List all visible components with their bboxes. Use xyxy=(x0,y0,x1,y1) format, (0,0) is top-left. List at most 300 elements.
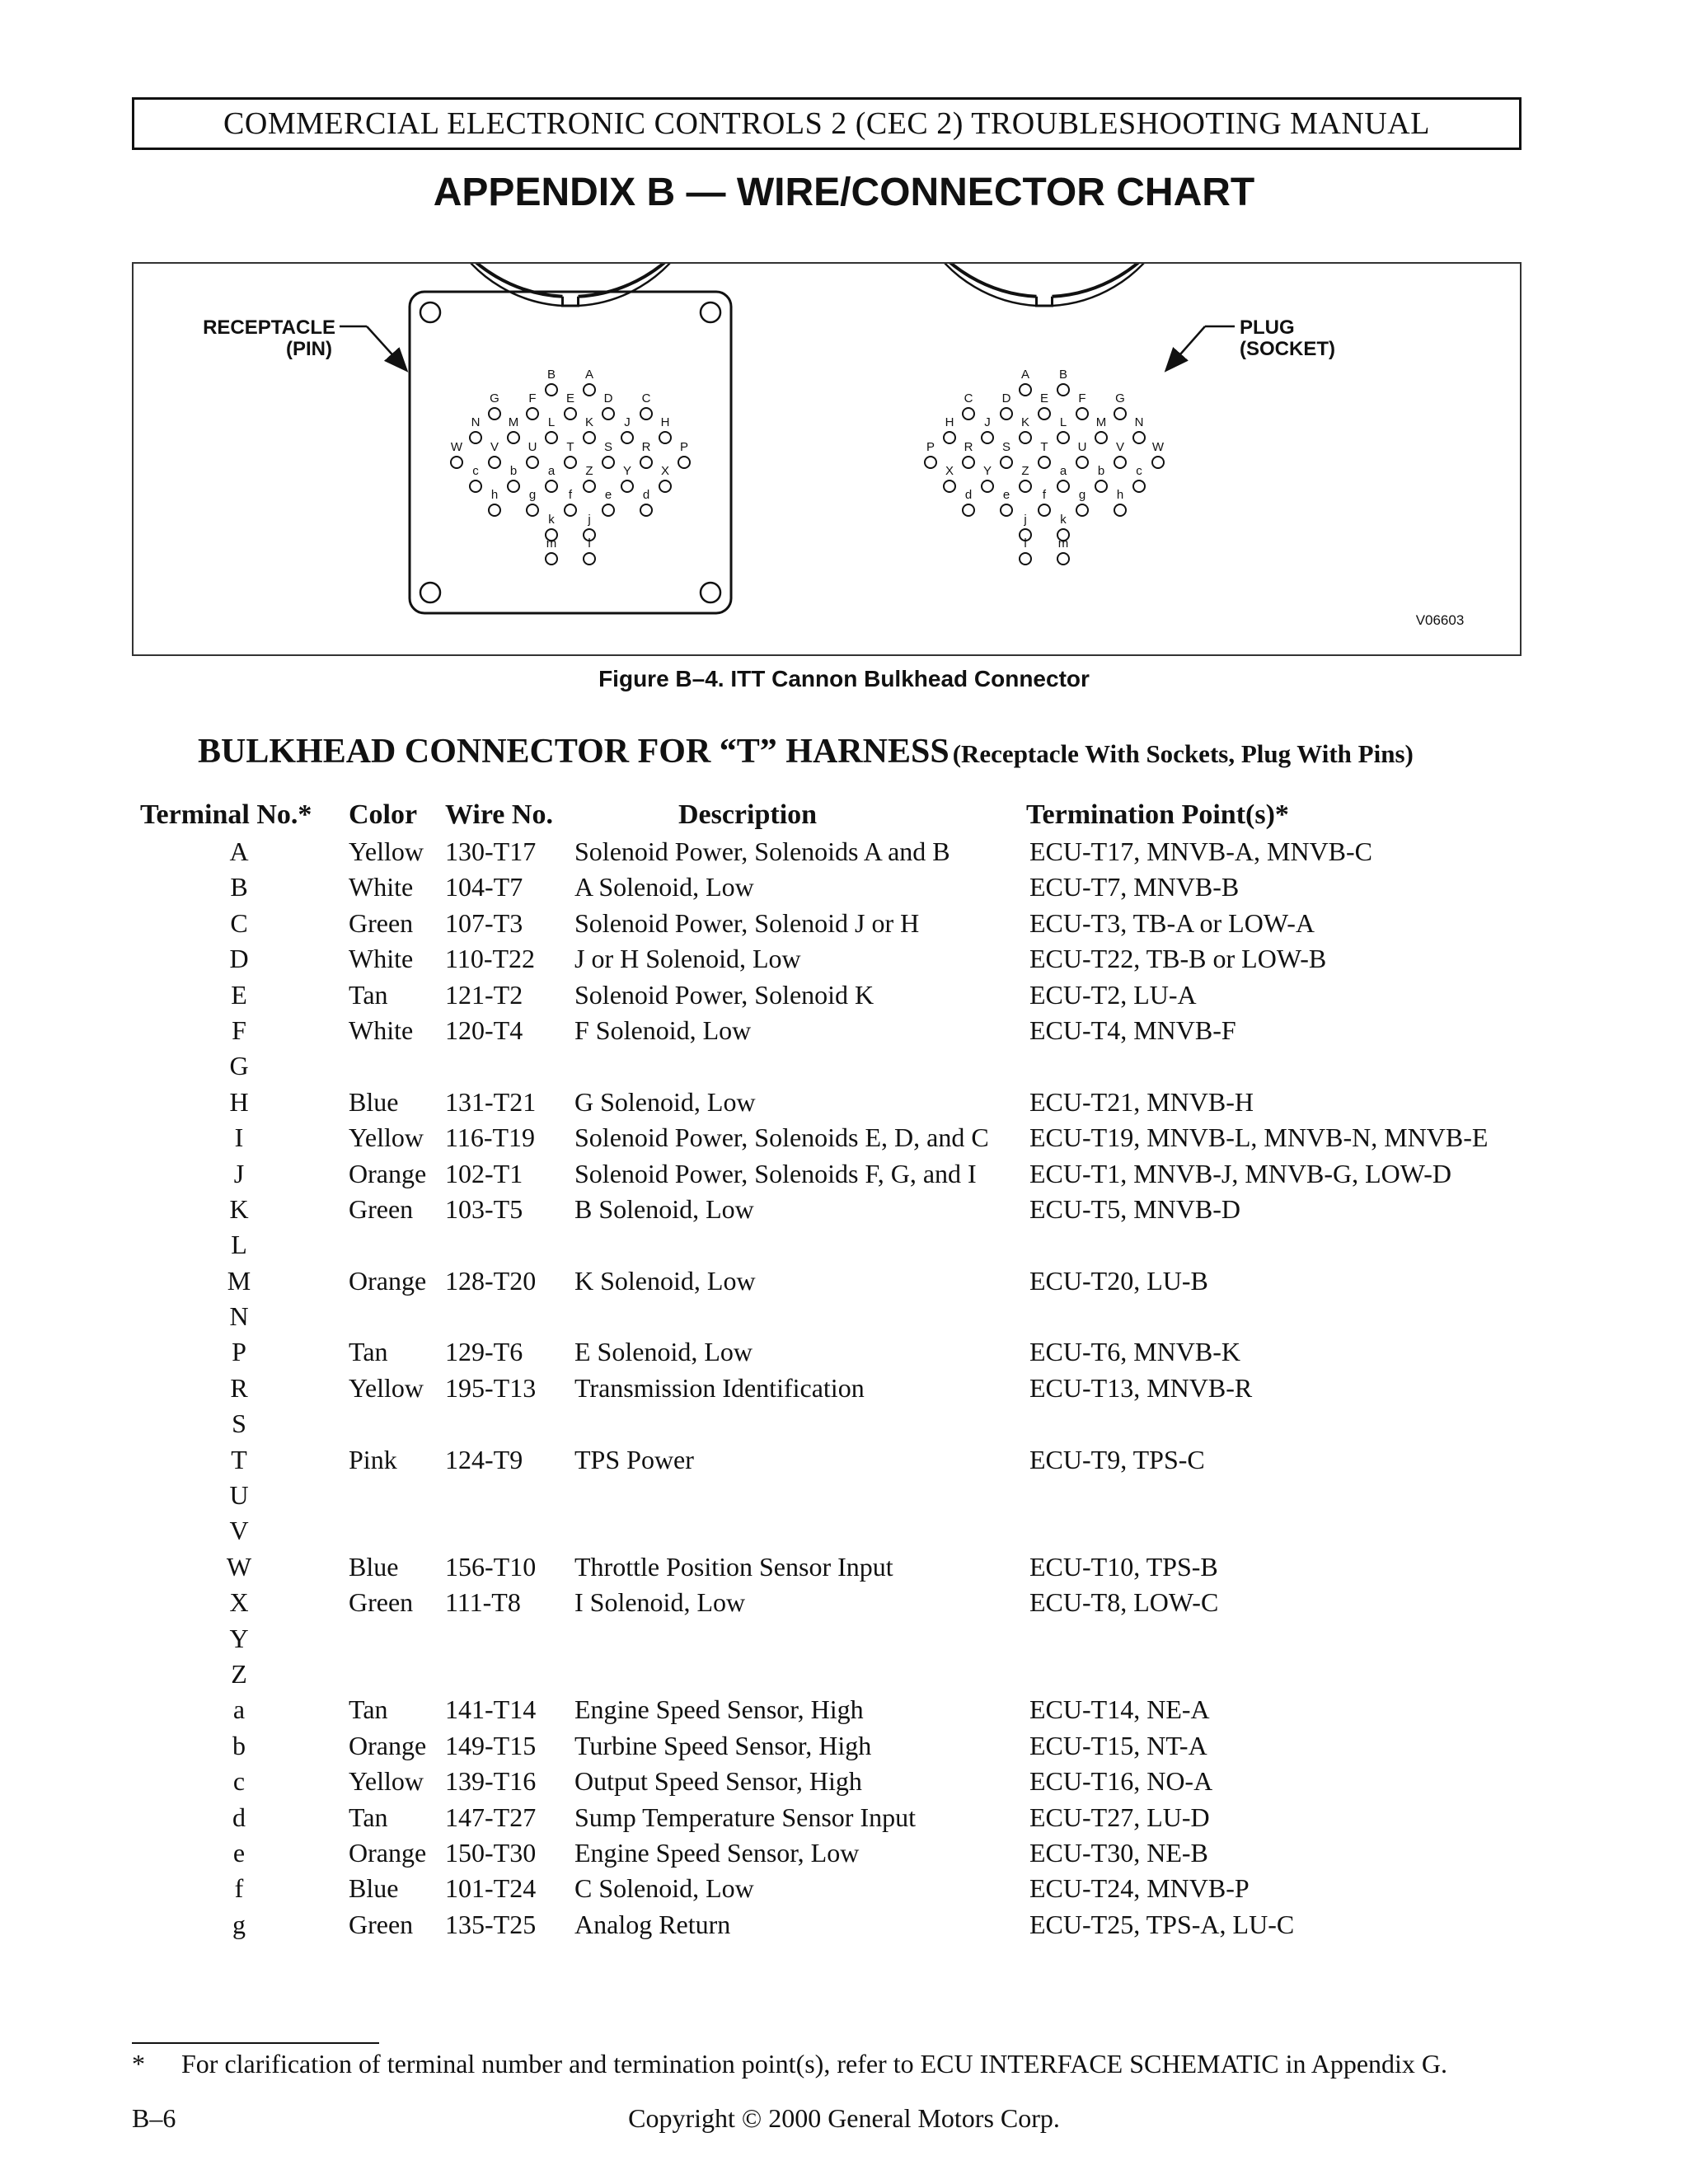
pin-label: V xyxy=(1115,440,1125,454)
cell-wire: 110-T22 xyxy=(445,944,536,974)
pin-label: g xyxy=(1078,488,1086,502)
pin-label: Y xyxy=(982,464,992,478)
pin-contact xyxy=(1095,480,1107,492)
pin-label: B xyxy=(546,368,556,382)
pin-contact xyxy=(944,480,955,492)
cell-description: K Solenoid, Low xyxy=(574,1265,756,1296)
header-description: Description xyxy=(678,799,818,830)
pin-label: j xyxy=(1024,513,1027,527)
cell-color: Blue xyxy=(349,1873,399,1904)
cell-wire: 131-T21 xyxy=(445,1086,537,1117)
copyright: Copyright © 2000 General Motors Corp. xyxy=(628,2103,1060,2133)
pin-contact xyxy=(944,432,955,443)
cell-description: Engine Speed Sensor, High xyxy=(574,1694,864,1725)
cell-terminal: Z xyxy=(231,1658,247,1689)
cell-termination: ECU-T22, TB-B or LOW-B xyxy=(1029,944,1327,974)
cell-description: A Solenoid, Low xyxy=(574,872,754,902)
pin-contact xyxy=(603,408,614,419)
cell-terminal: E xyxy=(231,979,247,1010)
cell-color: Tan xyxy=(349,1694,388,1725)
pin-label: m xyxy=(1057,537,1069,551)
table-row xyxy=(140,1871,1574,1906)
mounting-hole xyxy=(701,302,720,322)
pin-label: a xyxy=(1059,464,1067,478)
header-termination: Termination Point(s)* xyxy=(1026,799,1289,830)
pin-contact xyxy=(678,457,690,468)
plug-arrow xyxy=(1167,326,1205,369)
table-row xyxy=(140,1048,1574,1084)
cell-termination: ECU-T30, NE-B xyxy=(1029,1837,1208,1868)
cell-color: Yellow xyxy=(349,1122,424,1153)
cell-termination: ECU-T9, TPS-C xyxy=(1029,1444,1205,1474)
pin-label: R xyxy=(641,440,651,454)
table-row xyxy=(140,1406,1574,1441)
cell-description: F Solenoid, Low xyxy=(574,1015,752,1045)
pin-contact xyxy=(659,480,671,492)
pin-contact xyxy=(470,432,481,443)
pin-label: M xyxy=(508,415,519,429)
pin-label: H xyxy=(945,415,954,429)
footnote-rule xyxy=(132,2042,379,2044)
plug-sublabel: (SOCKET) xyxy=(1240,338,1335,360)
cell-color: White xyxy=(349,872,414,902)
cell-termination: ECU-T27, LU-D xyxy=(1029,1802,1210,1832)
table-row xyxy=(140,1692,1574,1727)
table-row xyxy=(140,869,1574,905)
cell-description: Solenoid Power, Solenoid K xyxy=(574,979,874,1010)
pin-contact xyxy=(1114,504,1126,516)
cell-wire: 121-T2 xyxy=(445,979,523,1010)
cell-termination: ECU-T19, MNVB-L, MNVB-N, MNVB-E xyxy=(1029,1122,1489,1153)
pin-contact xyxy=(621,480,633,492)
cell-terminal: X xyxy=(229,1587,249,1618)
cell-description: Analog Return xyxy=(574,1909,731,1939)
plug-shell xyxy=(898,264,1191,297)
table-row xyxy=(140,1013,1574,1048)
pin-label: L xyxy=(547,415,556,429)
cell-description: J or H Solenoid, Low xyxy=(574,944,801,974)
cell-termination: ECU-T10, TPS-B xyxy=(1029,1551,1218,1582)
cell-terminal: Y xyxy=(229,1623,249,1653)
pin-contact xyxy=(963,504,974,516)
table-row xyxy=(140,1371,1574,1406)
pin-contact xyxy=(603,457,614,468)
cell-terminal: I xyxy=(234,1122,244,1153)
manual-title: COMMERCIAL ELECTRONIC CONTROLS 2 (CEC 2) TROUBLESHOOTING MANUAL xyxy=(223,106,1430,141)
cell-color: Green xyxy=(349,907,414,938)
cell-color: Orange xyxy=(349,1158,427,1188)
table-row xyxy=(140,1549,1574,1585)
cell-terminal: J xyxy=(233,1158,245,1188)
pin-contact xyxy=(1057,384,1069,396)
pin-label: f xyxy=(1042,488,1047,502)
connector-diagram xyxy=(134,264,1523,658)
table-row xyxy=(140,1585,1574,1620)
pin-contact xyxy=(1039,408,1050,419)
cell-color: Tan xyxy=(349,1802,388,1832)
cell-terminal: K xyxy=(229,1193,249,1224)
plug-key xyxy=(1037,297,1053,306)
cell-color: Yellow xyxy=(349,837,424,866)
pin-label: X xyxy=(945,464,954,478)
pin-label: T xyxy=(566,440,574,454)
pin-label: A xyxy=(1020,368,1030,382)
connector-figure xyxy=(132,262,1522,656)
pin-contact xyxy=(451,457,462,468)
pin-contact xyxy=(1133,480,1145,492)
cell-wire: 135-T25 xyxy=(445,1909,537,1939)
pin-contact xyxy=(982,432,993,443)
table-row xyxy=(140,977,1574,1013)
pin-contact xyxy=(640,504,652,516)
cell-terminal: H xyxy=(229,1086,249,1117)
cell-terminal: M xyxy=(227,1265,251,1296)
mounting-hole xyxy=(420,302,440,322)
pin-contact xyxy=(584,553,595,565)
pin-contact xyxy=(1076,457,1088,468)
table-row xyxy=(140,1299,1574,1334)
pin-label: M xyxy=(1095,415,1107,429)
pin-label: d xyxy=(964,488,973,502)
cell-terminal: V xyxy=(229,1516,249,1546)
table-row xyxy=(140,1621,1574,1657)
pin-contact xyxy=(925,457,936,468)
pin-contact xyxy=(640,408,652,419)
cell-termination: ECU-T3, TB-A or LOW-A xyxy=(1029,907,1315,938)
cell-termination: ECU-T14, NE-A xyxy=(1029,1694,1210,1725)
pin-label: Y xyxy=(622,464,632,478)
cell-description: Solenoid Power, Solenoid J or H xyxy=(574,907,920,938)
header-color: Color xyxy=(349,799,418,830)
cell-wire: 111-T8 xyxy=(445,1587,521,1618)
pin-label: J xyxy=(624,415,631,429)
pin-label: E xyxy=(565,391,575,405)
cell-termination: ECU-T25, TPS-A, LU-C xyxy=(1029,1909,1295,1939)
pin-contact xyxy=(584,432,595,443)
table-row xyxy=(140,1192,1574,1227)
table-row xyxy=(140,1085,1574,1120)
cell-description: Throttle Position Sensor Input xyxy=(574,1551,893,1582)
pin-contact xyxy=(1076,408,1088,419)
cell-terminal: W xyxy=(226,1551,252,1582)
pin-contact xyxy=(1020,480,1031,492)
pin-label: b xyxy=(509,464,518,478)
cell-termination: ECU-T5, MNVB-D xyxy=(1029,1193,1240,1224)
cell-wire: 116-T19 xyxy=(445,1122,536,1153)
receptacle-insert xyxy=(434,264,707,306)
cell-description: Output Speed Sensor, High xyxy=(574,1766,862,1797)
pin-contact xyxy=(546,432,557,443)
table-row xyxy=(140,1657,1574,1692)
cell-termination: ECU-T1, MNVB-J, MNVB-G, LOW-D xyxy=(1029,1158,1451,1188)
cell-description: Sump Temperature Sensor Input xyxy=(574,1802,916,1832)
section-title: BULKHEAD CONNECTOR FOR “T” HARNESS xyxy=(198,733,950,771)
pin-label: j xyxy=(588,513,591,527)
cell-terminal: b xyxy=(232,1730,246,1760)
cell-description: Solenoid Power, Solenoids E, D, and C xyxy=(574,1122,989,1153)
cell-terminal: N xyxy=(229,1301,249,1332)
cell-terminal: B xyxy=(230,872,248,902)
pin-label: Z xyxy=(1021,464,1029,478)
cell-terminal: e xyxy=(232,1837,246,1868)
pin-label: H xyxy=(660,415,670,429)
table-header-row xyxy=(140,796,1574,834)
cell-wire: 130-T17 xyxy=(445,837,537,866)
pin-label: h xyxy=(490,488,499,502)
pin-contact xyxy=(508,432,519,443)
cell-description: Transmission Identification xyxy=(574,1372,865,1403)
cell-terminal: A xyxy=(229,837,249,866)
cell-terminal: U xyxy=(229,1480,249,1511)
header-terminal: Terminal No.* xyxy=(140,799,312,830)
pin-contact xyxy=(527,408,538,419)
pin-label: k xyxy=(1060,513,1067,527)
pin-label: C xyxy=(641,391,651,405)
cell-terminal: F xyxy=(232,1015,246,1045)
footnote xyxy=(132,2049,1447,2079)
pin-contact xyxy=(1020,384,1031,396)
cell-wire: 150-T30 xyxy=(445,1837,537,1868)
cell-description: E Solenoid, Low xyxy=(574,1337,753,1367)
page-number: B–6 xyxy=(132,2103,176,2133)
cell-terminal: C xyxy=(230,907,248,938)
wire-connector-table xyxy=(140,796,1574,1943)
table-body xyxy=(140,834,1574,1943)
cell-termination: ECU-T4, MNVB-F xyxy=(1029,1015,1236,1045)
cell-color: Blue xyxy=(349,1086,399,1117)
cell-terminal: S xyxy=(232,1408,246,1439)
cell-wire: 102-T1 xyxy=(445,1158,523,1188)
pin-contact xyxy=(982,480,993,492)
cell-termination: ECU-T17, MNVB-A, MNVB-C xyxy=(1029,837,1372,866)
cell-color: Yellow xyxy=(349,1766,424,1797)
pin-contact xyxy=(489,504,500,516)
plug-label: PLUG xyxy=(1240,316,1295,339)
pin-label: D xyxy=(1001,391,1011,405)
receptacle-sublabel: (PIN) xyxy=(286,338,332,360)
table-row xyxy=(140,1835,1574,1871)
receptacle-arrow xyxy=(367,326,406,369)
cell-wire: 129-T6 xyxy=(445,1337,523,1367)
pin-label: S xyxy=(1001,440,1011,454)
table-row xyxy=(140,1442,1574,1478)
table-row xyxy=(140,906,1574,941)
table-row xyxy=(140,1156,1574,1192)
receptacle-key xyxy=(563,297,579,306)
table-row xyxy=(140,1334,1574,1370)
pin-label: m xyxy=(546,537,557,551)
pin-contact xyxy=(621,432,633,443)
table-row xyxy=(140,834,1574,869)
table-row xyxy=(140,1513,1574,1549)
cell-color: Orange xyxy=(349,1837,427,1868)
mounting-hole xyxy=(701,583,720,602)
pin-contact xyxy=(527,504,538,516)
pin-label: W xyxy=(450,440,463,454)
pin-label: c xyxy=(1136,464,1142,478)
pin-contact xyxy=(1001,457,1012,468)
cell-terminal: T xyxy=(231,1444,247,1474)
pin-contact xyxy=(1114,408,1126,419)
pin-contact xyxy=(1039,504,1050,516)
pin-contact xyxy=(546,480,557,492)
pin-label: G xyxy=(1115,391,1125,405)
cell-description: C Solenoid, Low xyxy=(574,1873,754,1904)
cell-terminal: G xyxy=(229,1051,249,1081)
pin-contact xyxy=(1057,432,1069,443)
pin-label: J xyxy=(984,415,991,429)
pin-label: N xyxy=(1134,415,1144,429)
cell-description: Turbine Speed Sensor, High xyxy=(574,1730,872,1760)
pin-contact xyxy=(1076,504,1088,516)
cell-color: Green xyxy=(349,1587,414,1618)
cell-color: White xyxy=(349,1015,414,1045)
cell-termination: ECU-T6, MNVB-K xyxy=(1029,1337,1240,1367)
section-subtitle: (Receptacle With Sockets, Plug With Pins) xyxy=(952,739,1414,768)
cell-termination: ECU-T13, MNVB-R xyxy=(1029,1372,1253,1403)
cell-color: Pink xyxy=(349,1444,397,1474)
pin-contact xyxy=(1114,457,1126,468)
cell-color: Tan xyxy=(349,1337,388,1367)
cell-wire: 149-T15 xyxy=(445,1730,537,1760)
cell-termination: ECU-T20, LU-B xyxy=(1029,1265,1208,1296)
pin-contact xyxy=(584,480,595,492)
pin-label: P xyxy=(926,440,935,454)
pin-label: b xyxy=(1097,464,1105,478)
pin-contact xyxy=(1020,432,1031,443)
table-row xyxy=(140,1227,1574,1263)
pin-label: l xyxy=(588,537,591,551)
cell-description: I Solenoid, Low xyxy=(574,1587,746,1618)
plug-pin-group xyxy=(925,368,1165,565)
manual-title-box xyxy=(132,97,1522,150)
cell-termination: ECU-T7, MNVB-B xyxy=(1029,872,1240,902)
cell-wire: 141-T14 xyxy=(445,1694,537,1725)
cell-wire: 104-T7 xyxy=(445,872,523,902)
section-heading xyxy=(198,732,1599,771)
pin-label: B xyxy=(1058,368,1068,382)
cell-wire: 124-T9 xyxy=(445,1444,523,1474)
cell-color: Yellow xyxy=(349,1372,424,1403)
pin-contact xyxy=(603,504,614,516)
pin-label: U xyxy=(528,440,537,454)
pin-label: Z xyxy=(585,464,593,478)
cell-color: Green xyxy=(349,1909,414,1939)
table-row xyxy=(140,1907,1574,1943)
cell-wire: 156-T10 xyxy=(445,1551,537,1582)
pin-contact xyxy=(565,504,576,516)
cell-terminal: D xyxy=(229,944,249,974)
pin-contact xyxy=(1057,553,1069,565)
pin-label: g xyxy=(528,488,537,502)
pin-contact xyxy=(565,408,576,419)
pin-contact xyxy=(963,457,974,468)
table-row xyxy=(140,1120,1574,1155)
pin-label: P xyxy=(679,440,689,454)
pin-contact xyxy=(1057,480,1069,492)
pin-label: L xyxy=(1059,415,1067,429)
table-row xyxy=(140,1800,1574,1835)
pin-contact xyxy=(489,457,500,468)
cell-description: Engine Speed Sensor, Low xyxy=(574,1837,860,1868)
pin-label: N xyxy=(471,415,481,429)
cell-wire: 139-T16 xyxy=(445,1766,537,1797)
cell-color: Orange xyxy=(349,1730,427,1760)
plug-insert xyxy=(907,264,1181,306)
pin-contact xyxy=(584,384,595,396)
pin-label: a xyxy=(547,464,556,478)
pin-label: e xyxy=(604,488,612,502)
cell-description: Solenoid Power, Solenoids A and B xyxy=(574,837,950,866)
pin-contact xyxy=(640,457,652,468)
header-wire: Wire No. xyxy=(445,799,553,830)
pin-contact xyxy=(489,408,500,419)
cell-color: Orange xyxy=(349,1265,427,1296)
pin-label: d xyxy=(642,488,650,502)
pin-contact xyxy=(565,457,576,468)
cell-description: B Solenoid, Low xyxy=(574,1193,754,1224)
cell-wire: 107-T3 xyxy=(445,907,523,938)
cell-terminal: g xyxy=(232,1909,246,1939)
appendix-title: APPENDIX B — WIRE/CONNECTOR CHART xyxy=(433,171,1255,214)
receptacle-label: RECEPTACLE xyxy=(203,316,335,339)
pin-label: W xyxy=(1151,440,1165,454)
cell-terminal: L xyxy=(231,1230,247,1260)
cell-terminal: d xyxy=(232,1802,246,1832)
cell-color: Blue xyxy=(349,1551,399,1582)
mounting-hole xyxy=(420,583,440,602)
pin-label: U xyxy=(1077,440,1087,454)
pin-contact xyxy=(508,480,519,492)
pin-label: A xyxy=(584,368,594,382)
pin-contact xyxy=(1020,553,1031,565)
pin-label: c xyxy=(472,464,479,478)
pin-label: R xyxy=(964,440,973,454)
figure-caption: Figure B–4. ITT Cannon Bulkhead Connector xyxy=(598,666,1090,691)
cell-wire: 147-T27 xyxy=(445,1802,537,1832)
cell-color: White xyxy=(349,944,414,974)
table-row xyxy=(140,1764,1574,1799)
pin-label: V xyxy=(490,440,499,454)
cell-wire: 195-T13 xyxy=(445,1372,537,1403)
cell-termination: ECU-T21, MNVB-H xyxy=(1029,1086,1254,1117)
receptacle-pin-group xyxy=(451,368,690,565)
pin-label: F xyxy=(528,391,537,405)
cell-wire: 101-T24 xyxy=(445,1873,537,1904)
pin-label: l xyxy=(1024,537,1027,551)
pin-contact xyxy=(1152,457,1164,468)
pin-label: f xyxy=(568,488,573,502)
pin-label: G xyxy=(490,391,499,405)
cell-terminal: P xyxy=(232,1337,246,1367)
pin-label: h xyxy=(1116,488,1124,502)
cell-description: Solenoid Power, Solenoids F, G, and I xyxy=(574,1158,977,1188)
pin-contact xyxy=(659,432,671,443)
pin-contact xyxy=(546,384,557,396)
cell-wire: 103-T5 xyxy=(445,1193,523,1224)
pin-label: D xyxy=(603,391,613,405)
cell-terminal: f xyxy=(234,1873,244,1904)
cell-termination: ECU-T8, LOW-C xyxy=(1029,1587,1219,1618)
pin-contact xyxy=(527,457,538,468)
pin-label: K xyxy=(1020,415,1030,429)
cell-color: Tan xyxy=(349,979,388,1010)
cell-terminal: a xyxy=(232,1694,246,1725)
pin-label: T xyxy=(1040,440,1048,454)
cell-terminal: R xyxy=(230,1372,248,1403)
pin-label: C xyxy=(964,391,973,405)
cell-termination: ECU-T16, NO-A xyxy=(1029,1766,1213,1797)
